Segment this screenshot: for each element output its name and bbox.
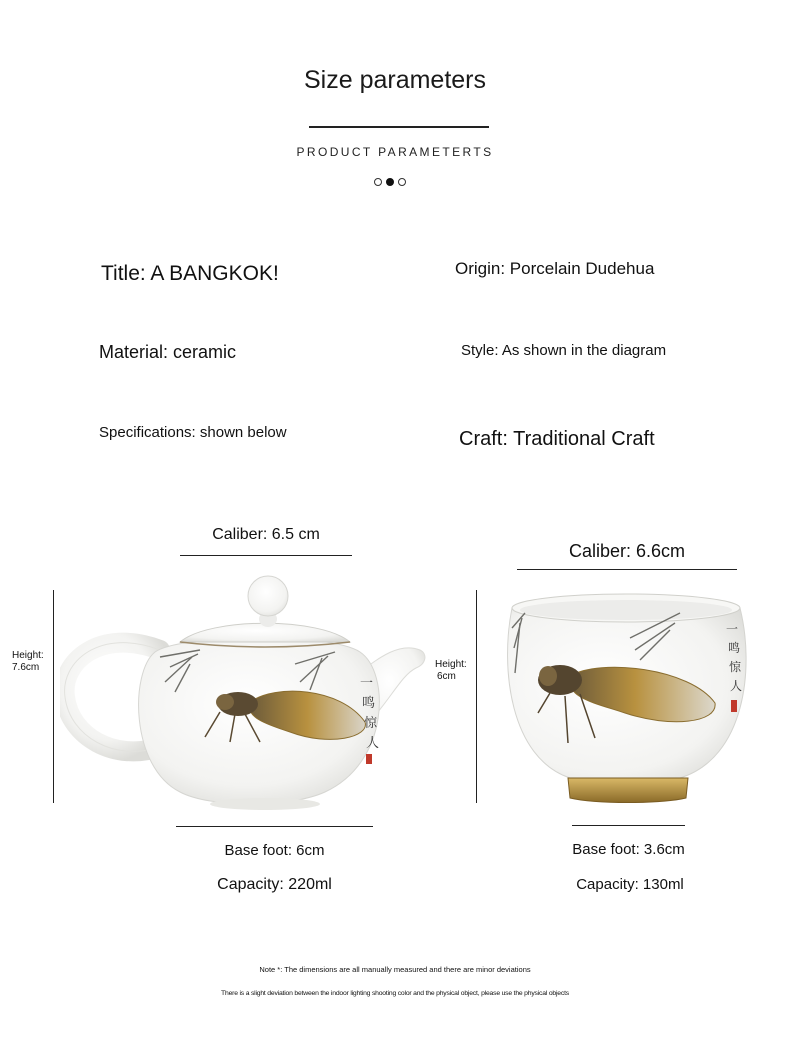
svg-text:鸣: 鸣 [362, 695, 376, 710]
param-style: Style: As shown in the diagram [461, 342, 667, 359]
cup-base-foot: Base foot: 3.6cm [572, 841, 685, 858]
svg-text:鸣: 鸣 [728, 641, 741, 655]
pagination-dots [374, 178, 406, 186]
measurement-note: Note *: The dimensions are all manually measured and there are minor deviations [259, 965, 531, 974]
cup-image [500, 588, 755, 806]
cup-height-caption: Height: [435, 659, 467, 670]
page-title: Size parameters [303, 66, 487, 94]
svg-text:一: 一 [726, 622, 739, 636]
cup-caliber-line [517, 569, 737, 570]
svg-text:人: 人 [730, 679, 743, 693]
teapot-caliber-line [180, 555, 352, 556]
teapot-capacity: Capacity: 220ml [217, 876, 332, 893]
cup-base-line [572, 825, 685, 826]
teapot-base-line [176, 826, 373, 827]
svg-text:惊: 惊 [364, 715, 378, 730]
param-origin: Origin: Porcelain Dudehua [455, 259, 655, 278]
param-title: Title: A BANGKOK! [101, 262, 279, 285]
cup-height-label [435, 659, 467, 683]
cup-height-line [476, 590, 477, 803]
teapot-image [60, 572, 430, 817]
cup-caliber: Caliber: 6.6cm [568, 541, 686, 561]
teapot-base-foot: Base foot: 6cm [224, 842, 325, 859]
svg-text:一: 一 [360, 675, 374, 690]
dot-indicator-active [386, 178, 394, 186]
title-divider [309, 126, 489, 128]
dot-indicator [398, 178, 406, 186]
teapot-height-caption: Height: [12, 650, 44, 661]
color-deviation-note: There is a slight deviation between the indoor lighting shooting color and the physical object, please use the physical objects [221, 990, 569, 997]
teapot-height-label [12, 650, 44, 674]
dot-indicator [374, 178, 382, 186]
svg-text:惊: 惊 [729, 660, 742, 674]
page-subtitle: PRODUCT PARAMETERTS [296, 145, 494, 159]
teapot-height-line [53, 590, 54, 803]
teapot-height-value: 7.6cm [12, 662, 40, 673]
param-specifications: Specifications: shown below [99, 424, 287, 441]
cup-height-value: 6cm [437, 671, 456, 682]
param-material: Material: ceramic [99, 342, 237, 362]
teapot-caliber: Caliber: 6.5 cm [212, 526, 320, 543]
param-craft: Craft: Traditional Craft [459, 428, 655, 450]
cup-capacity: Capacity: 130ml [576, 876, 684, 893]
svg-text:人: 人 [366, 735, 380, 750]
